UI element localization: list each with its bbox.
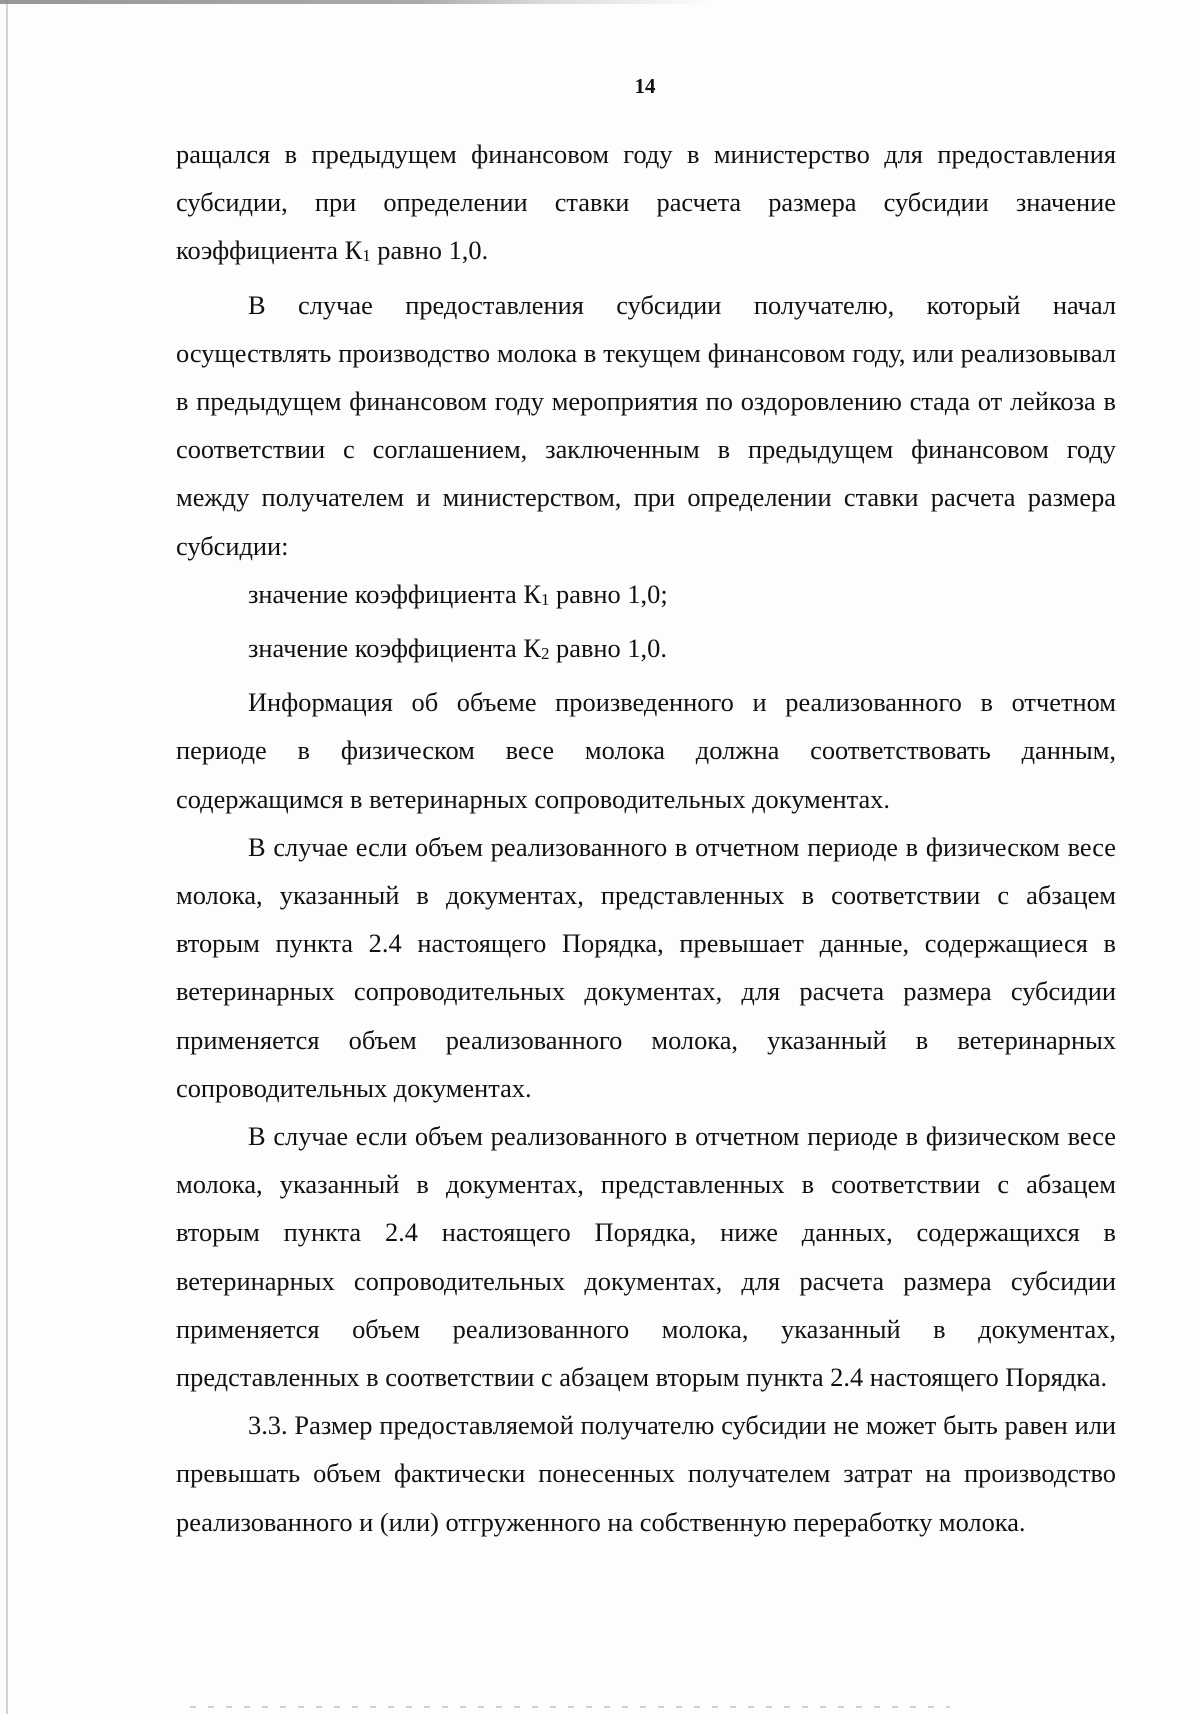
subscript-index: 2	[540, 644, 550, 664]
document-body	[176, 130, 1116, 1546]
paragraph-continued	[176, 130, 1116, 281]
coefficient-value: равно 1,0;	[549, 578, 668, 609]
scan-edge-left	[6, 0, 8, 1714]
scan-edge-bottom	[190, 1706, 950, 1708]
paragraph-volume-below: В случае если объем реализованного в отчетном периоде в физическом весе молока, указанный в документах, представленных в соответствии с абзацем вторым пункта 2.4 настоящего Порядка, ниже данных, содержащихся в ветеринарных сопроводительных документах, для расчета размера субсидии применяется объем реализованного молока, указанный в документах, представленных в соответствии с абзацем вторым пункта 2.4 настоящего Порядка.	[176, 1121, 1116, 1393]
coefficient-value: равно 1,0.	[549, 633, 667, 664]
page-number: 14	[634, 74, 656, 98]
subscript-index: 1	[540, 589, 550, 609]
paragraph-volume-exceeds: В случае если объем реализованного в отчетном периоде в физическом весе молока, указанный в документах, представленных в соответствии с абзацем вторым пункта 2.4 настоящего Порядка, превышает данные, содержащиеся в ветеринарных сопроводительных документах, для расчета размера субсидии применяется объем реализованного молока, указанный в ветеринарных сопроводительных документах.	[176, 831, 1116, 1103]
subscript-index: 1	[362, 246, 371, 266]
paragraph-section-3-3: 3.3. Размер предоставляемой получателю субсидии не может быть равен или превышать объем фактически понесенных получателем затрат на производство реализованного и (или) отгруженного на собственную переработку молока.	[176, 1410, 1116, 1537]
paragraph-text-tail: равно 1,0.	[370, 235, 489, 266]
coefficient-k2-line	[176, 624, 1116, 678]
paragraph-new-recipient: В случае предоставления субсидии получателю, который начал осуществлять производство молока в текущем финансовом году, или реализовывал в предыдущем финансовом году мероприятия по оздоровлению стада от лейкоза в соответствии с соглашением, заключенным в предыдущем финансовом году между получателем и министерством, при определении ставки расчета размера субсидии:	[176, 289, 1116, 561]
paragraph-volume-information: Информация об объеме произведенного и реализованного в отчетном периоде в физическом весе молока должна соответствовать данным, содержащимся в ветеринарных сопроводительных документах.	[176, 687, 1116, 814]
coefficient-label: значение коэффициента К	[248, 633, 541, 664]
scan-edge-top	[0, 0, 1200, 4]
coefficient-label: значение коэффициента К	[248, 578, 541, 609]
coefficient-k1-line	[176, 570, 1116, 624]
paragraph-text: ращался в предыдущем финансовом году в министерство для предоставления субсидии, при определении ставки расчета размера субсидии значение коэффициента К	[176, 139, 1116, 266]
